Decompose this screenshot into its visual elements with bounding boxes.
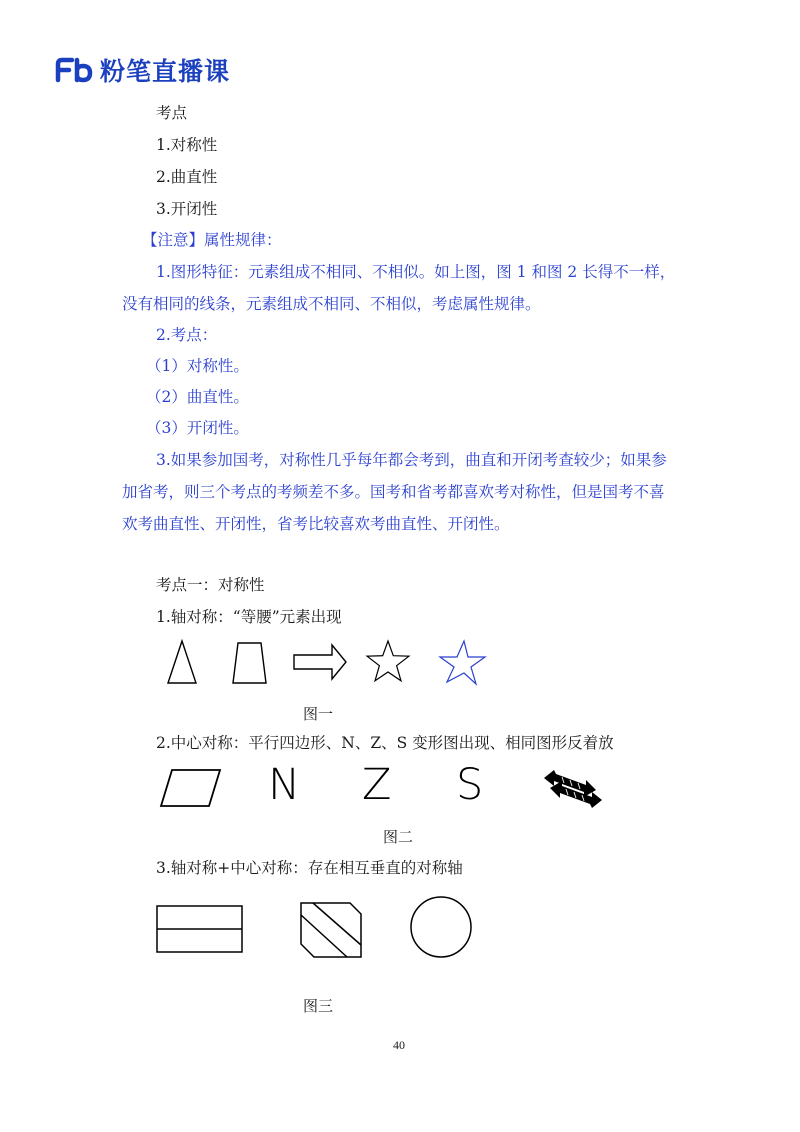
intro-item: 2.曲直性 <box>156 168 218 186</box>
square-diagonal-shape <box>301 903 361 957</box>
section-title: 考点一：对称性 <box>156 576 265 594</box>
note-sub-item: （3）开闭性。 <box>146 419 249 437</box>
brand-name: 粉笔直播课 <box>100 57 231 86</box>
note-sub-item: （2）曲直性。 <box>146 388 249 406</box>
note-paragraph-1-line-2: 没有相同的线条，元素组成不相同、不相似，考虑属性规律。 <box>122 295 541 313</box>
figure-3-shapes <box>154 895 484 965</box>
figure-3-caption: 图三 <box>303 997 334 1015</box>
figure-2-caption: 图二 <box>383 828 414 846</box>
letter-s: S <box>456 760 484 810</box>
both-symmetry-label: 3.轴对称+中心对称：存在相互垂直的对称轴 <box>156 859 463 877</box>
intro-item: 3.开闭性 <box>156 200 218 218</box>
triangle-shape <box>168 641 196 683</box>
trapezoid-shape <box>233 643 266 683</box>
note-sub-item: （1）对称性。 <box>146 357 249 375</box>
note-title: 【注意】属性规律： <box>142 231 282 249</box>
intro-heading: 考点 <box>156 104 188 122</box>
figure-1-caption: 图一 <box>303 705 334 723</box>
note-paragraph-1-line-1: 1.图形特征：元素组成不相同、不相似。如上图，图 1 和图 2 长得不一样， <box>156 263 676 281</box>
letter-z: Z <box>362 760 392 810</box>
arrow-shape <box>294 645 346 679</box>
brand-logo <box>56 52 230 88</box>
figure-1-shapes <box>160 635 500 695</box>
fb-logo-icon <box>56 58 94 82</box>
circle-shape <box>411 897 471 957</box>
note-paragraph-2: 2.考点： <box>156 326 218 344</box>
page-number: 40 <box>393 1038 405 1052</box>
central-symmetry-label: 2.中心对称：平行四边形、N、Z、S 变形图出现、相同图形反着放 <box>156 734 614 752</box>
star-shape-black <box>367 641 409 681</box>
note-paragraph-3-line-3: 欢考曲直性、开闭性，省考比较喜欢考曲直性、开闭性。 <box>122 515 510 533</box>
split-rectangle-shape <box>157 906 242 952</box>
double-arrows-icon <box>540 766 606 812</box>
star-shape-blue <box>440 641 485 684</box>
note-paragraph-3-line-1: 3.如果参加国考，对称性几乎每年都会考到，曲直和开闭考查较少；如果参 <box>156 451 667 469</box>
parallelogram-shape <box>161 770 220 806</box>
letter-n: N <box>268 760 301 810</box>
axial-symmetry-label: 1.轴对称：“等腰”元素出现 <box>156 608 342 626</box>
note-paragraph-3-line-2: 加省考，则三个考点的考频差不多。国考和省考都喜欢考对称性，但是国考不喜 <box>122 483 665 501</box>
intro-item: 1.对称性 <box>156 136 218 154</box>
